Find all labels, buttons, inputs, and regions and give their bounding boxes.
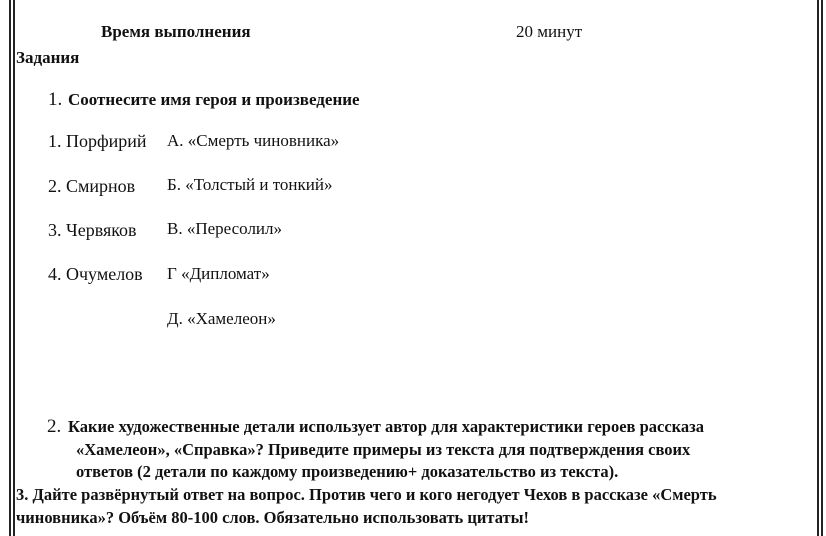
q2-line: ответов (2 детали по каждому произведению+ доказательство из текста). [76, 462, 619, 481]
hero-item: 2. Смирнов [48, 176, 136, 196]
q2-number: 2. [47, 416, 62, 437]
q2-line: «Хамелеон», «Справка»? Приведите примеры из текста для подтверждения своих [76, 440, 691, 459]
work-item: Г «Дипломат» [167, 264, 270, 283]
hero-item: 1. Порфирий [48, 131, 147, 151]
work-item: Б. «Толстый и тонкий» [167, 175, 333, 194]
left-border-outer [9, 0, 11, 536]
hero-item: 3. Червяков [48, 220, 137, 240]
hero-item: 4. Очумелов [48, 264, 143, 284]
q1-text: Соотнесите имя героя и произведение [68, 90, 360, 109]
work-item: В. «Пересолил» [167, 219, 283, 238]
work-item: Д. «Хамелеон» [167, 309, 276, 328]
right-border-inner [817, 0, 819, 536]
tasks-heading: Задания [16, 48, 80, 67]
q3-line: 3. Дайте развёрнутый ответ на вопрос. Против чего и кого негодует Чехов в рассказе «Смерть [16, 485, 717, 504]
work-item: А. «Смерть чиновника» [167, 131, 340, 150]
right-border-outer [821, 0, 823, 536]
time-value: 20 минут [516, 22, 583, 41]
q1-number: 1. [48, 89, 63, 110]
q3-line: чиновника»? Объём 80-100 слов. Обязательно использовать цитаты! [16, 508, 530, 527]
time-label: Время выполнения [101, 22, 251, 41]
left-border-inner [13, 0, 15, 536]
q2-line: Какие художественные детали использует автор для характеристики героев рассказа [68, 417, 705, 436]
